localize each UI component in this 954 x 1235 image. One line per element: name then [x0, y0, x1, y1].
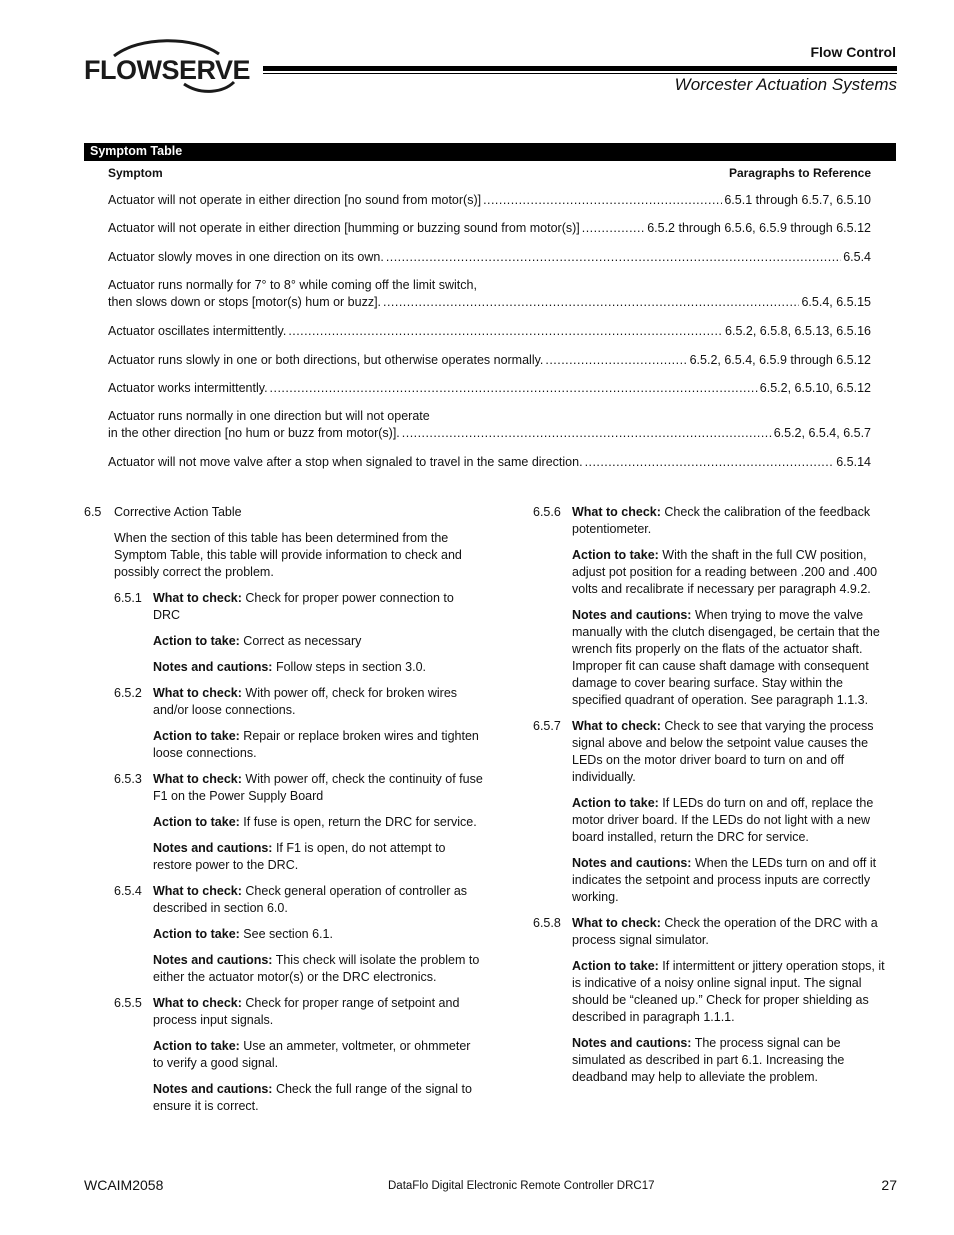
reference-text: 6.5.2, 6.5.4, 6.5.7: [773, 426, 871, 440]
check-line: [114, 590, 484, 624]
notes-line: [572, 1035, 889, 1086]
check-label: What to check:: [153, 772, 242, 786]
logo-text: FLOWSERVE: [84, 55, 251, 85]
symptom-line: [108, 294, 871, 311]
check-text: [572, 915, 889, 949]
check-label: What to check:: [153, 591, 242, 605]
check-value: Check the operation of the DRC with a process signal simulator.: [572, 916, 878, 947]
action-line: [572, 958, 889, 1026]
reference-text: 6.5.14: [836, 455, 871, 469]
symptom-text: then slows down or stops [motor(s) hum or buzz].: [108, 295, 382, 309]
dot-leader: [383, 294, 799, 311]
action-line: [153, 926, 484, 943]
notes-line: [572, 607, 889, 709]
symptom-text: Actuator works intermittently.: [108, 381, 268, 395]
check-line: [533, 915, 889, 949]
action-line: [153, 728, 484, 762]
action-value: Correct as necessary: [243, 634, 362, 648]
reference-text: 6.5.1 through 6.5.7, 6.5.10: [724, 193, 871, 207]
check-text: [572, 504, 889, 538]
notes-label: Notes and cautions:: [572, 1036, 692, 1050]
section-heading: [84, 504, 484, 521]
reference-text: 6.5.4: [843, 250, 871, 264]
action-label: Action to take:: [572, 548, 659, 562]
symptom-row: [108, 277, 871, 311]
dot-leader: [582, 220, 645, 237]
reference-text: 6.5.2 through 6.5.6, 6.5.9 through 6.5.12: [647, 221, 871, 235]
notes-line: [153, 659, 484, 676]
dot-leader: [270, 380, 758, 397]
notes-value: When trying to move the valve manually with the clutch disengaged, be certain that the wrench fits properly on the flats of the actuator shaft. Improper fit can cause shaft damage with consequent damage to cover bearing surface. Stay within the specified quadrant of operation. See paragraph 1.1.3.: [572, 608, 880, 707]
item-number: 6.5.1: [114, 591, 142, 605]
corrective-item: [533, 915, 889, 1086]
action-label: Action to take:: [572, 796, 659, 810]
symptom-text: Actuator oscillates intermittently.: [108, 324, 287, 338]
symptom-text: Actuator will not move valve after a stop when signaled to travel in the same direction.: [108, 455, 583, 469]
check-label: What to check:: [572, 505, 661, 519]
check-label: What to check:: [153, 996, 242, 1010]
check-text: [153, 685, 484, 719]
action-line: [153, 633, 484, 650]
corrective-item: [114, 685, 484, 762]
symptom-row: [108, 408, 871, 442]
notes-line: [153, 840, 484, 874]
symptom-text: Actuator will not operate in either direction [humming or buzzing sound from motor(s)]: [108, 221, 580, 235]
symptom-text: Actuator runs slowly in one or both directions, but otherwise operates normally.: [108, 353, 544, 367]
check-label: What to check:: [153, 884, 242, 898]
reference-text: 6.5.2, 6.5.10, 6.5.12: [759, 381, 871, 395]
action-value: If LEDs do turn on and off, replace the motor driver board. If the LEDs do not light with a new board installed, return the DRC for service.: [572, 796, 874, 844]
check-value: With power off, check for broken wires and/or loose connections.: [153, 686, 458, 717]
symptom-table-title: Symptom Table: [84, 143, 896, 161]
action-line: [572, 795, 889, 846]
check-value: Check the calibration of the feedback potentiometer.: [572, 505, 871, 536]
reference-col-header: Paragraphs to Reference: [728, 166, 871, 180]
check-value: Check for proper range of setpoint and process input signals.: [153, 996, 460, 1027]
action-value: See section 6.1.: [243, 927, 333, 941]
corrective-right-column: [533, 504, 889, 1095]
corrective-item: [533, 718, 889, 906]
corrective-left-column: [84, 504, 484, 1124]
symptom-row: [108, 352, 871, 369]
corrective-item: [114, 883, 484, 986]
symptom-row: [108, 323, 871, 340]
header-rule-thin: [263, 73, 897, 74]
notes-value: Check the full range of the signal to ensure it is correct.: [153, 1082, 472, 1113]
check-value: With power off, check the continuity of fuse F1 on the Power Supply Board: [153, 772, 483, 803]
symptom-line: [108, 454, 871, 471]
symptom-row: [108, 380, 871, 397]
symptom-line: [108, 323, 871, 340]
notes-line: [572, 855, 889, 906]
symptom-row: [108, 192, 871, 209]
notes-label: Notes and cautions:: [153, 660, 273, 674]
item-number: 6.5.5: [114, 996, 142, 1010]
doc-id: WCAIM2058: [84, 1177, 164, 1193]
corrective-item: [533, 504, 889, 709]
item-number: 6.5.6: [533, 505, 561, 519]
dot-leader: [483, 192, 722, 209]
right-items: [533, 504, 889, 1086]
check-value: Check general operation of controller as described in section 6.0.: [153, 884, 468, 915]
section-title: Corrective Action Table: [114, 505, 242, 519]
item-number: 6.5.7: [533, 719, 561, 733]
item-number: 6.5.4: [114, 884, 142, 898]
symptom-col-header: Symptom: [108, 166, 163, 180]
check-text: [153, 883, 484, 917]
symptom-row: [108, 220, 871, 237]
item-number: 6.5.2: [114, 686, 142, 700]
dot-leader: [386, 249, 841, 266]
item-number: 6.5.3: [114, 772, 142, 786]
check-line: [533, 504, 889, 538]
check-value: Check for proper power connection to DRC: [153, 591, 454, 622]
notes-label: Notes and cautions:: [153, 1082, 273, 1096]
corrective-item: [114, 771, 484, 874]
check-line: [114, 883, 484, 917]
notes-line: [153, 952, 484, 986]
notes-label: Notes and cautions:: [572, 856, 692, 870]
check-line: [114, 685, 484, 719]
symptom-row: [108, 249, 871, 266]
check-text: [153, 590, 484, 624]
symptom-text-line1: Actuator runs normally in one direction but will not operate: [108, 409, 430, 423]
symptom-text: Actuator will not operate in either direction [no sound from motor(s)]: [108, 193, 482, 207]
reference-text: 6.5.2, 6.5.8, 6.5.13, 6.5.16: [725, 324, 871, 338]
check-text: [572, 718, 889, 786]
section-intro: When the section of this table has been determined from the Symptom Table, this table will provide information to check and possibly correct the problem.: [114, 531, 462, 579]
reference-text: 6.5.2, 6.5.4, 6.5.9 through 6.5.12: [689, 353, 871, 367]
doc-title: DataFlo Digital Electronic Remote Controller DRC17: [388, 1180, 655, 1192]
symptom-line: [108, 220, 871, 237]
flowserve-logo: [84, 38, 251, 100]
check-label: What to check:: [572, 916, 661, 930]
notes-label: Notes and cautions:: [153, 953, 273, 967]
symptom-row: [108, 454, 871, 471]
symptom-line: [108, 352, 871, 369]
action-value: If fuse is open, return the DRC for service.: [243, 815, 477, 829]
dot-leader: [402, 425, 772, 442]
corrective-item: [114, 590, 484, 676]
check-line: [114, 995, 484, 1029]
action-value: Repair or replace broken wires and tighten loose connections.: [153, 729, 479, 760]
action-label: Action to take:: [572, 959, 659, 973]
symptom-line: [108, 380, 871, 397]
check-text: [153, 771, 484, 805]
header-subtitle: Worcester Actuation Systems: [674, 75, 897, 94]
symptom-text: Actuator slowly moves in one direction on its own.: [108, 250, 384, 264]
header-rule-thick: [263, 66, 897, 71]
symptom-line: [108, 425, 871, 442]
symptom-text: in the other direction [no hum or buzz from motor(s)].: [108, 426, 400, 440]
check-label: What to check:: [572, 719, 661, 733]
action-label: Action to take:: [153, 815, 240, 829]
dot-leader: [288, 323, 723, 340]
symptom-text-line1: Actuator runs normally for 7° to 8° while coming off the limit switch,: [108, 278, 477, 292]
action-value: With the shaft in the full CW position, adjust pot position for a reading between .200 and .400 volts and recalibrate if necessary per paragraph 4.9.2.: [572, 548, 878, 596]
action-label: Action to take:: [153, 927, 240, 941]
symptom-line: [108, 192, 871, 209]
action-line: [153, 814, 484, 831]
notes-label: Notes and cautions:: [572, 608, 692, 622]
check-text: [153, 995, 484, 1029]
check-line: [114, 771, 484, 805]
action-value: Use an ammeter, voltmeter, or ohmmeter to verify a good signal.: [153, 1039, 471, 1070]
notes-label: Notes and cautions:: [153, 841, 273, 855]
dot-leader: [585, 454, 835, 471]
action-label: Action to take:: [153, 634, 240, 648]
action-value: If intermittent or jittery operation stops, it is indicative of a noisy online signal input. The signal should be “cleaned up.” Check for proper shielding as described in paragraph 1.1.1.: [572, 959, 885, 1024]
notes-value: This check will isolate the problem to either the actuator motor(s) or the DRC electronics.: [153, 953, 480, 984]
page-number: 27: [881, 1177, 897, 1193]
notes-line: [153, 1081, 484, 1115]
action-label: Action to take:: [153, 1039, 240, 1053]
dot-leader: [545, 352, 687, 369]
check-value: Check to see that varying the process signal above and below the setpoint value causes the LEDs on the motor driver board to turn on and off individually.: [572, 719, 874, 784]
division-label: Flow Control: [810, 44, 896, 60]
check-line: [533, 718, 889, 786]
reference-text: 6.5.4, 6.5.15: [801, 295, 871, 309]
check-label: What to check:: [153, 686, 242, 700]
action-line: [153, 1038, 484, 1072]
notes-value: Follow steps in section 3.0.: [275, 660, 427, 674]
action-line: [572, 547, 889, 598]
notes-value: When the LEDs turn on and off it indicates the setpoint and process inputs are correctly working.: [572, 856, 877, 904]
notes-value: If F1 is open, do not attempt to restore power to the DRC.: [153, 841, 446, 872]
notes-value: The process signal can be simulated as described in part 6.1. Increasing the deadband may help to alleviate the problem.: [572, 1036, 845, 1084]
section-number: 6.5: [84, 505, 102, 519]
action-label: Action to take:: [153, 729, 240, 743]
symptom-line: [108, 249, 871, 266]
item-number: 6.5.8: [533, 916, 561, 930]
corrective-item: [114, 995, 484, 1115]
left-items: [114, 590, 484, 1115]
